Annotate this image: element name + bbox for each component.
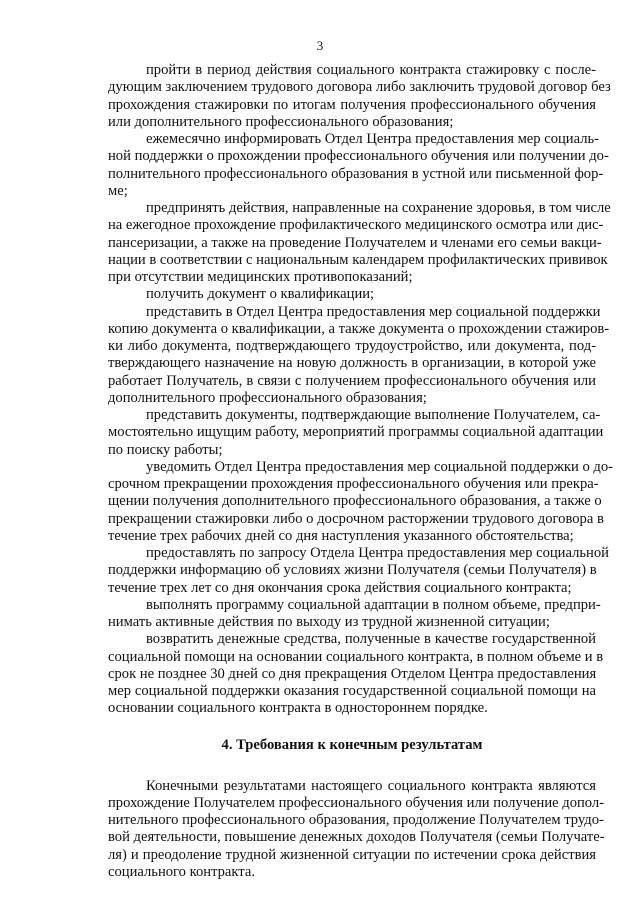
text-line: социальной помощи на основании социального контракта, в полном объеме и в [108, 648, 604, 665]
text-line: дополнительного профессионального образования; [108, 389, 427, 406]
text-line: ме; [108, 182, 128, 199]
text-line: основании социального контракта в одностороннем порядке. [108, 700, 488, 717]
text-line: копию документа о квалификации, а также документа о прохождении стажиров- [108, 320, 610, 337]
text-line: на ежегодное прохождение профилактического медицинского осмотра или дис- [108, 217, 604, 234]
obligation-paragraph [108, 303, 610, 408]
text-line: уведомить Отдел Центра предоставления мер социальной поддержки о до- [146, 458, 613, 475]
text-line: течение трех лет со дня окончания срока действия социального контракта; [108, 579, 572, 596]
document-body [108, 62, 613, 881]
obligation-paragraph [108, 458, 613, 545]
text-line: нации в соответствии с национальным календарем профилактических прививок [108, 251, 608, 268]
text-line: течение трех рабочих дней со дня наступления указанного обстоятельства; [108, 527, 574, 544]
text-line: Конечными результатами настоящего социального контракта являются [146, 777, 596, 794]
text-line: щении получения дополнительного профессионального образования, а также о [108, 493, 602, 510]
obligation-paragraph [108, 596, 601, 632]
text-line: нительного профессионального образования, продолжение Получателем трудо- [108, 812, 604, 828]
text-line: или дополнительного профессионального образования; [108, 113, 454, 130]
text-line: полнительного профессионального образования в устной или письменной фор- [108, 165, 604, 182]
text-line: представить в Отдел Центра предоставления мер социальной поддержки [146, 303, 601, 320]
text-line: предоставлять по запросу Отдела Центра предоставления мер социальной [146, 545, 609, 561]
text-line: прохождения стажировки по итогам получения профессионального обучения [108, 96, 596, 113]
obligation-paragraph [108, 631, 604, 717]
text-line: получить документ о квалификации; [146, 286, 375, 303]
text-line: ля) и преодоление трудной жизненной ситуации по истечении срока действия [108, 846, 596, 863]
text-line: прекращении стажировки либо о досрочном расторжении трудового договора в [108, 510, 604, 527]
text-line: ки либо документа, подтверждающего трудоустройство, или документа, под- [108, 338, 596, 354]
text-line: тверждающего назначение на новую должность в организации, в которой уже [108, 355, 596, 372]
text-line: поддержки информацию об условиях жизни Получателя (семьи Получателя) в [108, 562, 597, 579]
text-line: вой деятельности, повышение денежных доходов Получателя (семьи Получате- [108, 829, 605, 846]
text-line: пансеризации, а также на проведение Получателем и членами его семьи вакци- [108, 234, 602, 251]
obligation-paragraph [108, 131, 609, 200]
text-line: нимать активные действия по выходу из трудной жизненной ситуации; [108, 614, 550, 630]
text-line: выполнять программу социальной адаптации в полном объеме, предпри- [146, 596, 601, 613]
text-line: ежемесячно информировать Отдел Центра предоставления мер социаль- [146, 131, 600, 147]
text-line: пройти в период действия социального контракта стажировку с после- [146, 62, 596, 78]
text-line: мостоятельно ищущим работу, мероприятий программы социальной адаптации [108, 424, 604, 441]
text-line: предпринять действия, направленные на сохранение здоровья, в том числе [146, 200, 611, 216]
text-line: социального контракта. [108, 863, 255, 880]
text-line: ной поддержки о прохождении профессионального обучения или получении до- [108, 148, 609, 165]
result-paragraph [108, 777, 605, 882]
text-line: дующим заключением трудового договора либо заключить трудовой договор без [108, 79, 611, 96]
text-line: мер социальной поддержки оказания государственной социальной помощи на [108, 683, 596, 699]
obligation-paragraph [108, 62, 611, 131]
final-results-section [108, 777, 605, 882]
text-line: по поиску работы; [108, 441, 223, 458]
obligation-paragraph [108, 200, 611, 286]
text-line: срок не позднее 30 дней со дня прекращения Отделом Центра предоставления [108, 665, 597, 682]
page-number: 3 [316, 38, 324, 53]
obligation-paragraph [108, 545, 609, 597]
text-line: возвратить денежные средства, полученные в качестве государственной [146, 631, 596, 648]
text-line: работает Получатель, в связи с получением профессионального обучения или [108, 372, 596, 389]
obligation-paragraph [108, 286, 596, 303]
text-line: представить документы, подтверждающие выполнение Получателем, са- [146, 407, 601, 423]
section-heading: 4. Требования к конечным результатам [221, 736, 483, 753]
text-line: прохождение Получателем профессионального обучения или получение допол- [108, 794, 605, 811]
text-line: срочном прекращении прохождения профессионального обучения или прекра- [108, 476, 599, 492]
text-line: при отсутствии медицинских противопоказаний; [108, 269, 413, 285]
obligations-list [108, 62, 613, 718]
obligation-paragraph [108, 407, 604, 459]
